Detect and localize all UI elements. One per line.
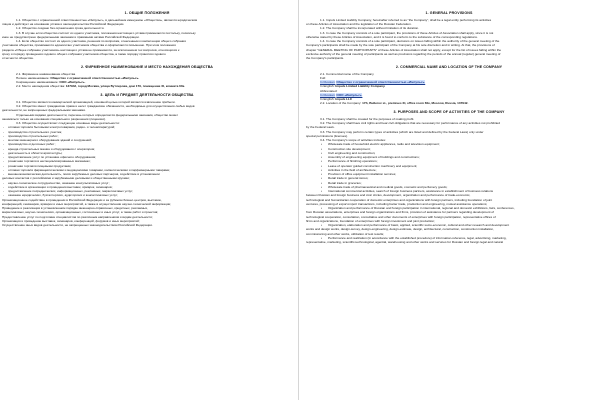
en-paragraph: 3.1. The Company shall be created for the purposes of making profit. — [320, 116, 415, 121]
ru-paragraph: 1.1. Общество с ограниченной ответственностью «Импульс», в дальнейшем именуемое «Общество», является юридическим — [16, 17, 198, 22]
en-list-item: • International commercial activities, search of foreign business partners, assistance in establishment of business relations — [306, 190, 592, 194]
ru-paragraph: иное не предусмотрено федеральными законами и правовыми актами Российской Федерации. — [2, 34, 140, 39]
ru-list-item: - оказание юридических, бухгалтерских, аудиторских и консалтинговых услуг; — [2, 194, 292, 198]
ru-paragraph: 3.1. Общество является коммерческой организацией, основной целью которой является извлечение прибыли. — [16, 99, 176, 104]
ru-paragraph: 3.2. Общество имеет гражданские права и несет гражданские обязанности, необходимые для осуществления любых видов — [16, 104, 195, 108]
en-paragraph: by the Federal Laws. — [306, 125, 335, 130]
ru-paragraph: Организационное содействие в проведении в Российской Федерации и за рубежом бизнес-центров, выставок, — [2, 197, 162, 202]
en-section-2-body — [306, 73, 592, 107]
en-list-item: • Retail trade in groceries; — [306, 182, 592, 186]
ru-list-item: - производство строительных работ; — [2, 135, 292, 139]
ru-short-name-value: ООО «Импульс». — [59, 80, 86, 84]
en-full-en-value: Impuls Limited Liability Company. — [335, 84, 386, 89]
ru-paragraph: конференций, семинаров, ярмарок и иных мероприятий, а также в осуществлении научно-технической информации; — [2, 201, 172, 206]
en-paragraph: 3.2. The Company shall have civil rights and bear civil obligations that are necessary for performance of any activities not prohibited — [320, 121, 500, 125]
en-paragraph: technological and humanitarian cooperation of domestic enterprises and organizations with foreign partners, including foundation of joint — [306, 197, 493, 202]
ru-list-item: - деятельность в области архитектуры; — [2, 152, 292, 156]
en-paragraph: 1.4. In case the Company consists of a sole participant, decisions on issues falling within the authority of the general meeting of the — [320, 39, 500, 43]
en-full-en-label: In English: — [320, 84, 335, 89]
en-section-3-body — [306, 118, 592, 245]
en-full-en — [306, 85, 592, 89]
ru-list-item: - внешнеэкономическая деятельность, поиск зарубежных деловых партнеров, содействие в установлении — [2, 173, 292, 177]
ru-list-item: - монтаж инженерного оборудования зданий и сооружений; — [2, 139, 292, 143]
ru-section-3-title: 3. ЦЕЛЬ И ПРЕДМЕТ ДЕЯТЕЛЬНОСТИ ОБЩЕСТВА — [100, 93, 194, 97]
ru-section-2-title: 2. ФИРМЕННОЕ НАИМЕНОВАНИЕ И МЕСТО НАХОЖДЕНИЯ ОБЩЕСТВА — [81, 64, 213, 69]
en-list-item: • Wholesale trade of household electric appliances, radio and television equipment; — [306, 143, 592, 147]
ru-section-1-body — [2, 19, 292, 61]
ru-section-3-body — [2, 101, 292, 228]
en-paragraph: 1.1. Impuls Limited Liability Company, hereinafter referred to as "the Company", shall be a legal entity performing its activities — [320, 17, 492, 22]
en-paragraph: chapter "GENERAL MEETING OF PARTICIPANTS" of these Articles of Association shall not apply, except for the list of issues falling within the — [306, 47, 502, 52]
en-paragraph: 1.2. The Company shall be incorporated without limitation of its duration. — [320, 26, 419, 31]
ru-paragraph: Отдельными видами деятельности, перечень которых определяется федеральными законами, общество может — [16, 112, 179, 117]
en-paragraph: exclusive authority of the general meeting of participants as well as provisions regarding the periods of the annual (regular) general meeting of — [306, 51, 501, 56]
russian-column — [0, 0, 296, 400]
column-divider — [298, 0, 299, 400]
ru-paragraph: 3.3. Общество осуществляет следующие основные виды деятельности: — [16, 121, 120, 125]
ru-list-item: - научно-техническое сотрудничество, оказание консультативных услуг; — [2, 182, 292, 186]
en-paragraph: from Russian associations, enterprises and foreign organizations and firms, provision of assistance for partners regarding development of — [306, 210, 494, 215]
en-list-item: • Lease of operator guided construction machinery and equipment; — [306, 165, 592, 169]
en-list-item: • Organization and performance of Russian and foreign participation in international, regional and domestic exhibitions, fairs, conferences, — [306, 207, 592, 211]
en-list-item: • Retail trade in general stores; — [306, 177, 592, 181]
ru-list-item: - оптовая торговля бытовыми электротоварами, радио- и телеаппаратурой; — [2, 126, 292, 130]
ru-paragraph: Предоставление услуг по подготовке специалистов по различным направлениям и видам деятельности; — [2, 214, 153, 219]
ru-paragraph: лицом и действует на основании устава и законодательства Российской Федерации. — [2, 22, 125, 26]
en-section-1-title: 1. GENERAL PROVISIONS — [425, 11, 473, 15]
ru-paragraph: 1.3. В случае если общество состоит из одного участника, положения настоящего устава применяются постольку, поскольку — [16, 30, 196, 35]
ru-list-item: - производство отделочных работ; — [2, 143, 292, 147]
ru-list-item: - аренда строительных машин и оборудования с оператором; — [2, 148, 292, 152]
en-list-item: • Performance of finishing operations; — [306, 160, 592, 164]
ru-paragraph: участников общества, принимаются единолично участником общества и оформляются письменно. При этом положения — [2, 43, 176, 48]
en-paragraph: Company's participants shall be made by the sole participant of the Company at his sole discretion and in writing. At that, the provisions of — [306, 43, 495, 48]
en-paragraph: 1.3. In case the Company consists of a sole participant, the provisions of these Articles of Association shall apply, since it is not — [320, 30, 494, 35]
ru-list-item: - предоставление посреднических, информационных, рекламных, маркетинговых услуг; — [2, 190, 292, 194]
ru-paragraph: 1.4. Если общество состоит из одного участника, решения по вопросам, отнесенным к компетенции общего собрания — [16, 39, 186, 43]
en-location-label: 2.2. Location of the Company: — [320, 101, 362, 106]
en-paragraph: between Russian and foreign business and civic circles, development, organization and performance of trade-economic, — [306, 193, 471, 198]
ru-section-2-body — [2, 73, 292, 90]
en-paragraph: 3.3. The Company may perform certain types of activities (which are listed and defined by the Federal Laws) only under — [320, 129, 484, 134]
ru-list-item: - производство строительного участка; — [2, 131, 292, 135]
en-location — [306, 102, 592, 106]
ru-section-1-title: 1. ОБЩИЕ ПОЛОЖЕНИЯ — [124, 11, 170, 15]
ru-paragraph: маркетинговых, научно-технических, организационных, гостиничных и иных услуг, а также работ и проектов; — [2, 210, 159, 215]
ru-paragraph: раздела «Общее собрание участников» настоящего устава не применяются, за исключением тех вопросов, относящихся к — [2, 47, 180, 52]
en-paragraph: special permissions (licenses). — [306, 133, 348, 138]
ru-list-item: - оптовая торговля фармацевтическими и медицинскими товарами, косметическими и парфюмерными товарами; — [2, 169, 292, 173]
en-list-item: • Provision of office equipment installation services; — [306, 173, 592, 177]
ru-full-name-value: Общество с ограниченной ответственностью «Импульс». — [50, 75, 140, 80]
ru-list-item: - розничная торговля пищевыми продуктами; — [2, 165, 292, 169]
en-list-item: • Assembly of engineering equipment of buildings and constructions; — [306, 156, 592, 160]
ru-paragraph: Проведение и реализация в установленном порядке инженерно-справочных, кредитных, рекламных, — [2, 206, 149, 210]
en-abbr-ru-value: ООО «Импульс». — [336, 92, 363, 97]
en-full-ru-label: In Russian: — [320, 80, 336, 84]
ru-location-value: 137942, город Москва, улица Бутлерова, дом 17б, помещение XI, комната 60к. — [65, 84, 186, 89]
en-full-ru-value: Общество с ограниченной ответственностью «Импульс». — [336, 80, 426, 84]
en-abbr-en-value: Impuls LLC — [335, 97, 353, 101]
en-paragraph: on these Articles of Association and the legislation of the Russian Federation. — [306, 22, 412, 26]
en-name-intro: 2.1. Commercial name of the Company — [320, 71, 374, 76]
en-abbr-en-label: In English: — [320, 97, 335, 101]
en-paragraph: the Company's participants. — [306, 56, 345, 60]
ru-full-name-label: Полное наименование: — [16, 75, 50, 80]
en-paragraph: works and design works, design-survey, design-engineering, design-estimate, design, architectural, construction, construction installation, — [306, 227, 494, 232]
en-paragraph: otherwise stated by these Articles of Association, and it is found to conform to the substance of the corresponding regulations. — [306, 34, 478, 39]
en-paragraph: commissioning and other works, utilization of test results; — [306, 231, 385, 236]
ru-paragraph: заниматься только на основании специального разрешения (лицензии). — [2, 116, 106, 121]
en-list-item: • Construction site development; — [306, 148, 592, 152]
en-paragraph: firms and organizations, foundation of enterprises with foreign investment and joint production; — [306, 218, 435, 223]
en-section-3-title: 3. PURPOSES AND SCOPE OF ACTIVITIES OF THE COMPANY — [393, 110, 505, 114]
en-abbr-label: Abbreviated: — [320, 88, 338, 93]
ru-paragraph: деятельности, не запрещенных федеральными законами. — [2, 108, 86, 113]
ru-location — [2, 85, 292, 89]
ru-paragraph: сроку и порядку проведения годового общего собрания участников общества, а также порядку принятия годового — [2, 51, 166, 56]
ru-list-item: - предоставление услуг по установке офисного оборудования; — [2, 156, 292, 160]
en-list-item: • Wholesale trade of pharmaceutical and medical goods, cosmetic and perfumery goods; — [306, 186, 592, 190]
ru-paragraph: отчетности общества. — [2, 56, 34, 60]
ru-paragraph: 1.2. Общество создано без ограничения срока деятельности. — [16, 26, 105, 31]
en-paragraph: technological cooperation, consultation, consultative and other documents of enterprises with foreign participation, representative offices of — [306, 214, 496, 219]
en-paragraph: representative, marketing, scientific-technological, agential, warehousing and other works and services for Russian and foreign legal and natural — [306, 240, 504, 244]
en-paragraph: 3.4. The Company's scope of activities includes: — [320, 138, 386, 142]
ru-short-name-label: Сокращенное наименование: — [16, 80, 59, 84]
en-list-item: • Performance and realization (in accordance with the established procedure) of information-reference, legal, advertising, marketing, — [306, 237, 592, 241]
en-section-2-title: 2. COMMERCIAL NAME AND LOCATION OF THE COMPANY — [395, 64, 503, 69]
ru-paragraph: Организация и проведение выставок, семинаров, конференций, форумов и иных мероприятий; — [2, 218, 140, 223]
ru-name-intro: 2.1. Фирменное наименование общества — [16, 71, 76, 76]
en-section-1-body — [306, 19, 592, 61]
en-list-item: • Civil engineering and construction; — [306, 152, 592, 156]
ru-paragraph: Осуществление иных видов деятельности, не запрещенных законодательством Российской Федерации. — [2, 223, 153, 227]
en-location-value: 17б, Butlerov st., premises XI, office room 60к, Moscow, Russia, 137942. — [362, 101, 469, 106]
en-list-item: • Activities in the field of architecture; — [306, 169, 592, 173]
en-abbr-ru-label: In Russian: — [320, 92, 336, 97]
en-paragraph: ventures, processing of export-import transactions, including barter trade, production and engineering, mutual assistance operations; — [306, 201, 488, 206]
en-list-item: • Organization, elaboration and performance of basic, applied, scientific socio-economic, cultural and other research and development — [306, 224, 592, 228]
english-column — [302, 0, 598, 400]
en-full-label: Full: — [320, 75, 326, 80]
ru-list-item: - розничная торговля в неспециализированных магазинах; — [2, 160, 292, 164]
ru-list-item: деловых контактов с российскими и зарубежными деловыми и общественными кругами; — [2, 176, 130, 181]
ru-list-item: - содействие в организации и проведении выставок, ярмарок, семинаров; — [2, 186, 292, 190]
ru-location-label: 2.2. Место нахождения общества: — [16, 84, 65, 89]
